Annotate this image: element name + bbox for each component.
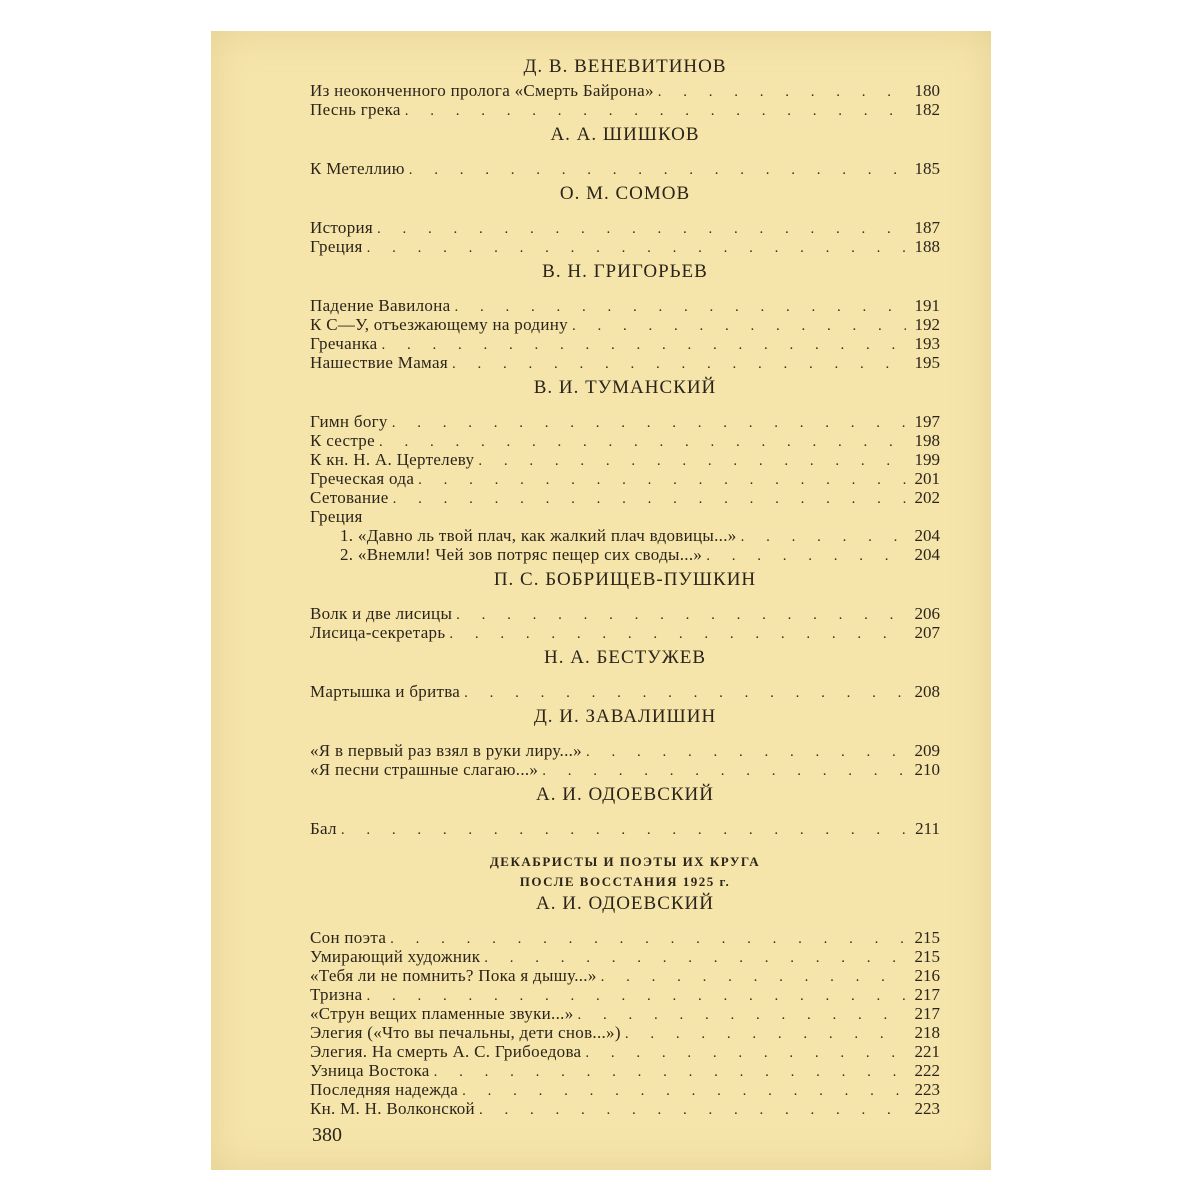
leader-dots	[478, 452, 906, 471]
entry-page-number: 195	[914, 353, 940, 372]
toc-entry[interactable]	[310, 100, 940, 119]
entry-title: Греция	[310, 507, 363, 526]
leader-dots	[449, 625, 906, 644]
toc-entry[interactable]	[310, 1042, 940, 1061]
author-heading: В. Н. ГРИГОРЬЕВ	[542, 261, 708, 282]
entry-page-number: 223	[914, 1099, 940, 1118]
author-heading: Н. А. БЕСТУЖЕВ	[544, 647, 706, 668]
part-subtitle: ПОСЛЕ ВОССТАНИЯ 1925 г.	[519, 874, 731, 889]
leader-dots	[456, 606, 906, 625]
toc-entry[interactable]	[310, 760, 940, 779]
leader-dots	[409, 161, 906, 180]
entry-title: Кн. М. Н. Волконской	[310, 1099, 475, 1118]
entry-page-number: 216	[914, 966, 940, 985]
entry-page-number: 182	[914, 100, 940, 119]
toc-entry[interactable]	[310, 1023, 940, 1042]
entry-page-number: 208	[914, 682, 940, 701]
toc-entry[interactable]	[310, 682, 940, 701]
entry-title: Мартышка и бритва	[310, 682, 461, 701]
toc-entry[interactable]	[310, 1080, 940, 1099]
toc-entry[interactable]	[310, 315, 940, 334]
leader-dots	[741, 528, 906, 547]
entry-page-number: 210	[914, 760, 940, 779]
entry-title: «Я в первый раз взял в руки лиру...»	[310, 741, 582, 760]
entry-page-number: 197	[914, 412, 940, 431]
leader-dots	[377, 220, 906, 239]
entry-title: «Тебя ли не помнить? Пока я дышу...»	[310, 966, 597, 985]
part-title: ДЕКАБРИСТЫ И ПОЭТЫ ИХ КРУГА	[489, 854, 761, 869]
entry-title: Гречанка	[310, 334, 378, 353]
table-of-contents	[310, 55, 940, 1118]
toc-entry[interactable]	[310, 488, 940, 507]
entry-page-number: 221	[914, 1042, 940, 1061]
leader-dots	[367, 239, 906, 258]
entry-title: К Метеллию	[310, 159, 405, 178]
toc-entry[interactable]	[310, 469, 940, 488]
entry-title: Гимн богу	[310, 412, 388, 431]
leader-dots	[542, 762, 906, 781]
entry-page-number: 191	[914, 296, 940, 315]
leader-dots	[706, 547, 906, 566]
toc-entry[interactable]	[310, 1004, 940, 1023]
entry-title: Узница Востока	[310, 1061, 430, 1080]
entry-title: Падение Вавилона	[310, 296, 451, 315]
entry-title: К С—У, отъезжающему на родину	[310, 315, 568, 334]
toc-entry[interactable]	[310, 218, 940, 237]
author-heading: А. И. ОДОЕВСКИЙ	[536, 784, 714, 805]
author-heading: А. И. ОДОЕВСКИЙ	[536, 893, 714, 914]
leader-dots	[586, 743, 906, 762]
leader-dots	[601, 968, 906, 987]
entry-title: 2. «Внемли! Чей зов потряс пещер сих своды...»	[340, 545, 703, 564]
toc-entry[interactable]	[310, 545, 940, 564]
entry-page-number: 215	[914, 928, 940, 947]
entry-page-number: 204	[914, 526, 940, 545]
toc-entry[interactable]	[310, 353, 940, 372]
toc-entry[interactable]	[310, 985, 940, 1004]
toc-entry[interactable]	[310, 450, 940, 469]
toc-entry[interactable]	[310, 1061, 940, 1080]
toc-entry[interactable]	[310, 81, 940, 100]
leader-dots	[418, 471, 906, 490]
entry-page-number: 204	[914, 545, 940, 564]
entry-title: Лисица-секретарь	[310, 623, 446, 642]
entry-page-number: 217	[914, 985, 940, 1004]
entry-title: К сестре	[310, 431, 375, 450]
entry-page-number: 223	[914, 1080, 940, 1099]
entry-page-number: 222	[914, 1061, 940, 1080]
entry-title: К кн. Н. А. Цертелеву	[310, 450, 475, 469]
entry-title: Тризна	[310, 985, 363, 1004]
entry-title: Нашествие Мамая	[310, 353, 448, 372]
leader-dots	[625, 1025, 906, 1044]
author-heading: О. М. СОМОВ	[559, 183, 691, 204]
toc-entry[interactable]	[310, 296, 940, 315]
leader-dots	[452, 355, 906, 374]
toc-entry[interactable]	[310, 604, 940, 623]
author-heading: Д. И. ЗАВАЛИШИН	[533, 706, 717, 727]
entry-page-number: 188	[914, 237, 940, 256]
entry-page-number: 180	[914, 81, 940, 100]
toc-entry[interactable]	[310, 507, 940, 526]
toc-entry[interactable]	[310, 159, 940, 178]
toc-entry[interactable]	[310, 1099, 940, 1118]
entry-title: Сетование	[310, 488, 389, 507]
entry-title: Бал	[310, 819, 337, 838]
entry-page-number: 201	[914, 469, 940, 488]
leader-dots	[382, 336, 906, 355]
toc-entry[interactable]	[310, 819, 940, 838]
entry-title: Умирающий художник	[310, 947, 481, 966]
entry-title: Песнь грека	[310, 100, 401, 119]
entry-page-number: 206	[914, 604, 940, 623]
leader-dots	[434, 1063, 906, 1082]
entry-page-number: 193	[914, 334, 940, 353]
leader-dots	[393, 490, 906, 509]
toc-entry[interactable]	[310, 928, 940, 947]
author-heading: В. И. ТУМАНСКИЙ	[533, 377, 717, 398]
author-heading: П. С. БОБРИЩЕВ-ПУШКИН	[493, 569, 757, 590]
toc-entry[interactable]	[310, 623, 940, 642]
leader-dots	[392, 414, 906, 433]
toc-entry[interactable]	[310, 966, 940, 985]
entry-page-number: 192	[914, 315, 940, 334]
author-heading: Д. В. ВЕНЕВИТИНОВ	[523, 56, 727, 77]
toc-entry[interactable]	[310, 334, 940, 353]
toc-entry[interactable]	[310, 741, 940, 760]
entry-page-number: 207	[914, 623, 940, 642]
toc-entry[interactable]	[310, 237, 940, 256]
leader-dots	[585, 1044, 906, 1063]
entry-page-number: 211	[915, 819, 940, 838]
toc-entry[interactable]	[310, 947, 940, 966]
author-heading: А. А. ШИШКОВ	[550, 124, 700, 145]
entry-title: Последняя надежда	[310, 1080, 459, 1099]
entry-title: Греция	[310, 237, 363, 256]
page-number: 380	[312, 1124, 342, 1146]
entry-page-number: 185	[914, 159, 940, 178]
leader-dots	[572, 317, 906, 336]
leader-dots	[658, 83, 906, 102]
leader-dots	[464, 684, 906, 703]
leader-dots	[479, 1101, 906, 1120]
toc-entry[interactable]	[310, 431, 940, 450]
entry-page-number: 217	[914, 1004, 940, 1023]
leader-dots	[578, 1006, 907, 1025]
entry-title: Из неоконченного пролога «Смерть Байрона»	[310, 81, 654, 100]
leader-dots	[405, 102, 906, 121]
entry-title: Элегия («Что вы печальны, дети снов...»)	[310, 1023, 621, 1042]
entry-title: «Струн вещих пламенные звуки...»	[310, 1004, 574, 1023]
entry-title: История	[310, 218, 374, 237]
entry-page-number: 187	[914, 218, 940, 237]
entry-title: Сон поэта	[310, 928, 387, 947]
leader-dots	[462, 1082, 906, 1101]
entry-title: Греческая ода	[310, 469, 415, 488]
entry-page-number: 215	[914, 947, 940, 966]
entry-title: Волк и две лисицы	[310, 604, 453, 623]
entry-page-number: 199	[914, 450, 940, 469]
toc-entry[interactable]	[310, 412, 940, 431]
entry-title: 1. «Давно ль твой плач, как жалкий плач вдовицы...»	[340, 526, 737, 545]
entry-page-number: 202	[914, 488, 940, 507]
entry-title: «Я песни страшные слагаю...»	[310, 760, 539, 779]
toc-entry[interactable]	[310, 526, 940, 545]
entry-page-number: 198	[914, 431, 940, 450]
entry-page-number: 209	[914, 741, 940, 760]
leader-dots	[341, 821, 906, 840]
entry-page-number: 218	[914, 1023, 940, 1042]
entry-title: Элегия. На смерть А. С. Грибоедова	[310, 1042, 582, 1061]
